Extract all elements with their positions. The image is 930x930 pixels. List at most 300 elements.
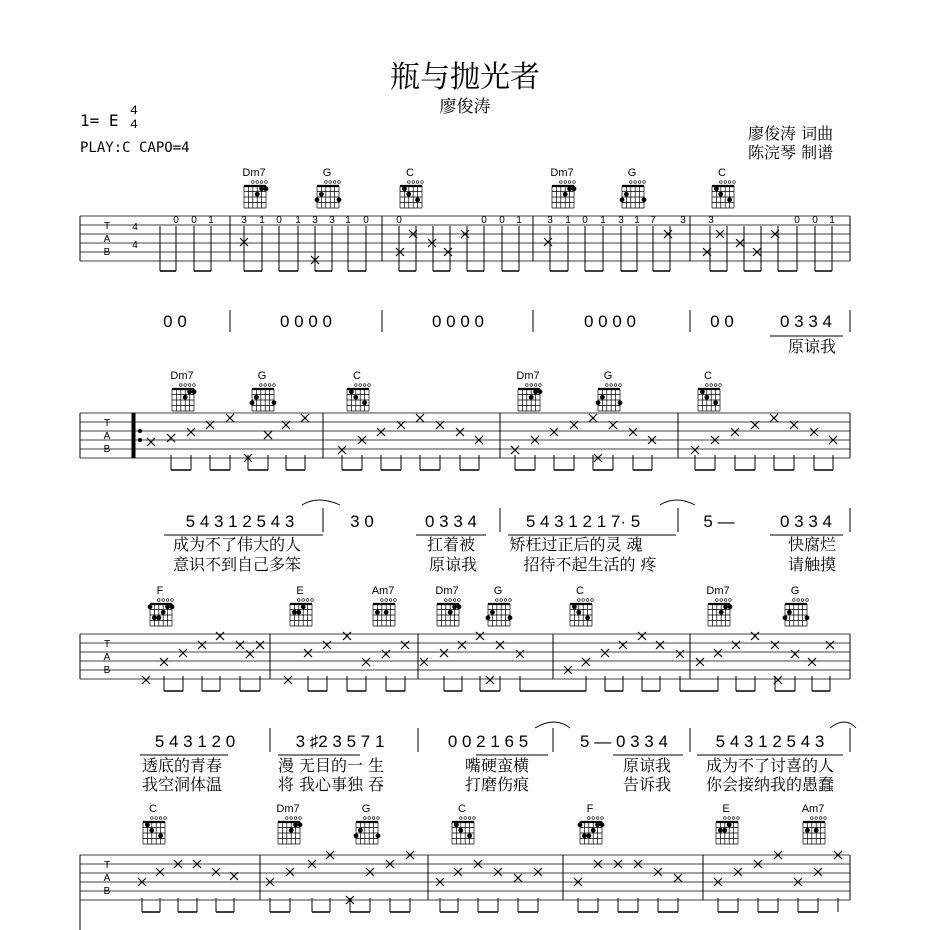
finger-dot [406, 192, 411, 197]
finger-dot [591, 828, 596, 833]
open-string-marker [534, 384, 537, 387]
open-string-marker [596, 817, 599, 820]
open-string-marker [473, 817, 476, 820]
finger-dot [149, 828, 154, 833]
chord-label: F [586, 803, 594, 815]
finger-dot [567, 186, 572, 191]
chord-label: G [627, 167, 637, 179]
song-artist: 廖俊涛 [439, 97, 491, 117]
finger-dot [467, 833, 472, 838]
tab-fret-number: 0 [582, 215, 588, 226]
open-string-marker [464, 817, 467, 820]
finger-dot [375, 610, 380, 615]
lyric-line-2: 我空洞体温 [141, 775, 223, 794]
finger-dot [713, 400, 718, 405]
open-string-marker [265, 181, 268, 184]
open-string-marker [302, 599, 305, 602]
tab-fret-number: 1 [259, 215, 265, 226]
open-string-marker [737, 817, 740, 820]
open-string-marker [719, 384, 722, 387]
finger-dot [148, 604, 153, 609]
open-string-marker [560, 181, 563, 184]
credit-transcriber: 陈浣琴 制谱 [748, 143, 834, 162]
finger-dot [458, 828, 463, 833]
finger-dot [165, 604, 170, 609]
finger-dot [354, 833, 359, 838]
tab-fret-number: 1 [345, 215, 351, 226]
open-string-marker [592, 817, 595, 820]
open-string-marker [630, 181, 633, 184]
chord-label: Dm7 [242, 167, 266, 179]
tab-fret-number: 0 [481, 215, 487, 226]
finger-dot [723, 604, 728, 609]
lyric-line-1: 成为不了讨喜的人 [705, 756, 835, 775]
numbered-notation: 0 3 3 4 [780, 512, 832, 531]
tab-clef-b: B [103, 886, 111, 897]
finger-dot [376, 833, 381, 838]
tab-fret-number: 0 [396, 215, 402, 226]
open-string-marker [421, 181, 424, 184]
open-string-marker [573, 181, 576, 184]
finger-dot [486, 615, 491, 620]
finger-dot [529, 395, 534, 400]
numbered-notation: 3 0 [350, 512, 374, 531]
numbered-notation: 0 3 3 4 [425, 512, 477, 531]
numbered-notation: 5 4 3 1 2 5 4 3 [185, 512, 295, 531]
open-string-marker [714, 384, 717, 387]
open-string-marker [408, 181, 411, 184]
tab-fret-number: 0 [276, 215, 282, 226]
finger-dot [457, 604, 462, 609]
open-string-marker [184, 384, 187, 387]
open-string-marker [385, 599, 388, 602]
finger-dot [192, 389, 197, 394]
open-string-marker [500, 599, 503, 602]
numbered-notation: 5 4 3 1 2 0 [154, 732, 236, 751]
finger-dot [170, 604, 175, 609]
open-string-marker [801, 599, 804, 602]
finger-dot [572, 604, 577, 609]
chord-label: E [722, 803, 730, 815]
open-string-marker [806, 599, 809, 602]
finger-dot [315, 197, 320, 202]
finger-dot [533, 389, 538, 394]
tab-fret-number: 1 [516, 215, 522, 226]
finger-dot [452, 604, 457, 609]
finger-dot [719, 610, 724, 615]
open-string-marker [496, 599, 499, 602]
open-string-marker [564, 181, 567, 184]
finger-dot [183, 395, 188, 400]
open-string-marker [724, 599, 727, 602]
finger-dot [289, 828, 294, 833]
tab-clef-b: B [103, 247, 111, 258]
open-string-marker [381, 599, 384, 602]
time-sig-bottom: 4 [130, 117, 138, 132]
tab-fret-number: 3 [241, 215, 247, 226]
lyric-line-1: 扛着被 [426, 535, 476, 554]
lyric-line-2: 招待不起生活的 疼 [523, 555, 657, 574]
open-string-marker [819, 817, 822, 820]
open-string-marker [509, 599, 512, 602]
tab-fret-number: 1 [208, 215, 214, 226]
open-string-marker [290, 817, 293, 820]
lyric-line-1: 原谅我 [622, 756, 672, 775]
finger-dot [415, 197, 420, 202]
open-string-marker [733, 181, 736, 184]
finger-dot [254, 395, 259, 400]
open-string-marker [299, 817, 302, 820]
open-string-marker [614, 384, 617, 387]
open-string-marker [720, 181, 723, 184]
open-string-marker [453, 599, 456, 602]
finger-dot [714, 186, 719, 191]
chord-label: C [576, 585, 584, 597]
finger-dot [718, 828, 723, 833]
tab-fret-number: 0 [173, 215, 179, 226]
open-string-marker [368, 384, 371, 387]
finger-dot [563, 192, 568, 197]
tie-arc [660, 500, 695, 505]
open-string-marker [824, 817, 827, 820]
tab-fret-number: 3 [708, 215, 714, 226]
open-string-marker [159, 817, 162, 820]
tab-fret-number: 0 [812, 215, 818, 226]
chord-label: Dm7 [706, 585, 730, 597]
open-string-marker [610, 384, 613, 387]
open-string-marker [355, 384, 358, 387]
open-string-marker [368, 817, 371, 820]
open-string-marker [586, 599, 589, 602]
lyric-line-2: 原谅我 [428, 555, 478, 574]
finger-dot [319, 192, 324, 197]
numbered-notation: 0 0 [163, 312, 187, 331]
capo-info: PLAY:C CAPO=4 [80, 140, 190, 156]
finger-dot [358, 828, 363, 833]
finger-dot [145, 822, 150, 827]
chord-label: G [361, 803, 371, 815]
finger-dot [362, 400, 367, 405]
open-string-marker [724, 181, 727, 184]
finger-dot [805, 828, 810, 833]
finger-dot [576, 610, 581, 615]
open-string-marker [706, 384, 709, 387]
finger-dot [353, 395, 358, 400]
lyric-line-1: 原谅我 [787, 337, 837, 356]
finger-dot [337, 197, 342, 202]
open-string-marker [412, 181, 415, 184]
chord-label: G [493, 585, 503, 597]
tab-clef-a: A [103, 652, 111, 663]
numbered-notation: 0 0 0 0 [280, 312, 332, 331]
open-string-marker [526, 384, 529, 387]
open-string-marker [151, 817, 154, 820]
open-string-marker [710, 384, 713, 387]
time-sig-tab: 4 [132, 240, 138, 251]
lyric-line-2: 打磨伤痕 [464, 775, 530, 794]
open-string-marker [333, 181, 336, 184]
finger-dot [490, 610, 495, 615]
time-sig-top: 4 [130, 103, 138, 118]
tab-fret-number: 7 [650, 215, 656, 226]
finger-dot [700, 389, 705, 394]
lyric-line-1: 漫 无目的一 生 [277, 756, 385, 775]
chord-label: Dm7 [170, 370, 194, 382]
open-string-marker [394, 599, 397, 602]
tab-fret-number: 0 [794, 215, 800, 226]
finger-dot [618, 400, 623, 405]
chord-label: C [406, 167, 414, 179]
lyric-line-2: 你会接纳我的愚蠢 [705, 775, 835, 794]
open-string-marker [606, 384, 609, 387]
open-string-marker [634, 181, 637, 184]
open-string-marker [504, 599, 507, 602]
finger-dot [250, 400, 255, 405]
chord-label: Dm7 [550, 167, 574, 179]
open-string-marker [264, 384, 267, 387]
tab-clef-t: T [103, 221, 111, 232]
finger-dot [787, 610, 792, 615]
song-title: 瓶与抛光者 [390, 60, 540, 95]
tab-fret-number: 1 [634, 215, 640, 226]
tab-clef-a: A [103, 431, 111, 442]
open-string-marker [193, 384, 196, 387]
open-string-marker [162, 599, 165, 602]
open-string-marker [260, 384, 263, 387]
open-string-marker [389, 599, 392, 602]
open-string-marker [273, 384, 276, 387]
finger-dot [349, 389, 354, 394]
open-string-marker [729, 599, 732, 602]
numbered-notation: 0 0 [710, 312, 734, 331]
finger-dot [187, 389, 192, 394]
finger-dot [600, 822, 605, 827]
chord-label: C [458, 803, 466, 815]
open-string-marker [306, 599, 309, 602]
open-string-marker [578, 599, 581, 602]
open-string-marker [793, 599, 796, 602]
open-string-marker [252, 181, 255, 184]
numbered-notation: 5 — [703, 512, 735, 531]
open-string-marker [720, 599, 723, 602]
open-string-marker [155, 817, 158, 820]
chord-label: F [156, 585, 164, 597]
chord-label: C [718, 167, 726, 179]
tie-arc [535, 722, 570, 728]
tab-clef-t: T [103, 418, 111, 429]
chord-label: Dm7 [435, 585, 459, 597]
open-string-marker [329, 181, 332, 184]
open-string-marker [377, 817, 380, 820]
key-signature: 1= E [80, 111, 119, 130]
finger-dot [156, 615, 161, 620]
finger-dot [600, 395, 605, 400]
open-string-marker [643, 181, 646, 184]
open-string-marker [298, 599, 301, 602]
open-string-marker [158, 599, 161, 602]
chord-label: C [149, 803, 157, 815]
tab-fret-number: 1 [829, 215, 835, 226]
open-string-marker [180, 384, 183, 387]
finger-dot [805, 615, 810, 620]
tab-fret-number: 1 [295, 215, 301, 226]
finger-dot [158, 833, 163, 838]
finger-dot [384, 610, 389, 615]
finger-dot [293, 822, 298, 827]
chord-label: G [257, 370, 267, 382]
finger-dot [259, 186, 264, 191]
open-string-marker [539, 384, 542, 387]
open-string-marker [166, 599, 169, 602]
tab-clef-b: B [103, 444, 111, 455]
open-string-marker [811, 817, 814, 820]
credit-lyrics-music: 廖俊涛 词曲 [748, 124, 834, 143]
open-string-marker [372, 817, 375, 820]
tab-fret-number: 3 [680, 215, 686, 226]
tab-clef-a: A [103, 873, 111, 884]
open-string-marker [460, 817, 463, 820]
tab-fret-number: 1 [565, 215, 571, 226]
numbered-notation: 0 0 2 1 6 5 [447, 732, 529, 751]
chord-label: C [353, 370, 361, 382]
numbered-notation: 5 4 3 1 2 5 4 3 [715, 732, 825, 751]
finger-dot [296, 610, 301, 615]
lyric-line-2: 告诉我 [622, 775, 672, 794]
open-string-marker [359, 384, 362, 387]
tab-fret-number: 0 [363, 215, 369, 226]
finger-dot [538, 389, 543, 394]
open-string-marker [268, 384, 271, 387]
chord-label: Am7 [371, 585, 395, 597]
finger-dot [454, 822, 459, 827]
chord-label: Dm7 [516, 370, 540, 382]
chord-label: Dm7 [276, 803, 300, 815]
open-string-marker [325, 181, 328, 184]
finger-dot [814, 828, 819, 833]
tab-clef-t: T [103, 860, 111, 871]
chord-label: G [790, 585, 800, 597]
tie-arc [302, 500, 340, 505]
open-string-marker [815, 817, 818, 820]
open-string-marker [449, 599, 452, 602]
open-string-marker [188, 384, 191, 387]
finger-dot [292, 610, 297, 615]
open-string-marker [728, 181, 731, 184]
tab-fret-number: 3 [618, 215, 624, 226]
finger-dot [718, 192, 723, 197]
open-string-marker [568, 181, 571, 184]
lyric-line-1: 快腐烂 [787, 535, 837, 554]
finger-dot [264, 186, 269, 191]
finger-dot [402, 186, 407, 191]
finger-dot [578, 822, 583, 827]
lyric-line-1: 矫枉过正后的灵 魂 [509, 535, 643, 554]
open-string-marker [732, 817, 735, 820]
finger-dot [595, 822, 600, 827]
finger-dot [161, 610, 166, 615]
open-string-marker [638, 181, 641, 184]
numbered-notation: 0 0 0 0 [432, 312, 484, 331]
tab-fret-number: 0 [499, 215, 505, 226]
open-string-marker [530, 384, 533, 387]
chord-label: Am7 [801, 803, 825, 815]
finger-dot [727, 822, 732, 827]
tab-fret-number: 3 [547, 215, 553, 226]
finger-dot [624, 192, 629, 197]
finger-dot [585, 615, 590, 620]
finger-dot [508, 615, 513, 620]
finger-dot [783, 615, 788, 620]
numbered-notation: 3 ♯2 3 5 7 1 [295, 732, 385, 751]
open-string-marker [311, 599, 314, 602]
chord-label: G [603, 370, 613, 382]
lyric-line-1: 成为不了伟大的人 [172, 535, 302, 554]
open-string-marker [601, 817, 604, 820]
chord-label: G [322, 167, 332, 179]
open-string-marker [256, 181, 259, 184]
finger-dot [255, 192, 260, 197]
chord-label: C [704, 370, 712, 382]
finger-dot [642, 197, 647, 202]
numbered-notation: 0 3 3 4 [780, 312, 832, 331]
repeat-dot [138, 438, 142, 442]
numbered-notation: 0 0 0 0 [584, 312, 636, 331]
finger-dot [301, 604, 306, 609]
open-string-marker [716, 599, 719, 602]
open-string-marker [171, 599, 174, 602]
numbered-notation: 5 — 0 3 3 4 [580, 732, 668, 751]
finger-dot [152, 615, 157, 620]
open-string-marker [728, 817, 731, 820]
open-string-marker [364, 817, 367, 820]
lyric-line-1: 嘴硬蛮横 [464, 756, 530, 775]
lyric-line-1: 透底的青春 [141, 756, 223, 775]
finger-dot [272, 400, 277, 405]
open-string-marker [724, 817, 727, 820]
finger-dot [722, 828, 727, 833]
tie-arc [830, 722, 856, 728]
tab-clef-t: T [103, 639, 111, 650]
finger-dot [596, 400, 601, 405]
tab-fret-number: 0 [191, 215, 197, 226]
finger-dot [582, 833, 587, 838]
numbered-notation: 5 4 3 1 2 1 7· 5 [525, 512, 641, 531]
open-string-marker [363, 384, 366, 387]
tab-clef-a: A [103, 234, 111, 245]
open-string-marker [164, 817, 167, 820]
finger-dot [586, 833, 591, 838]
open-string-marker [294, 817, 297, 820]
open-string-marker [582, 599, 585, 602]
open-string-marker [591, 599, 594, 602]
finger-dot [704, 395, 709, 400]
tab-clef-b: B [103, 665, 111, 676]
time-sig-tab: 4 [132, 222, 138, 233]
open-string-marker [588, 817, 591, 820]
chord-label: E [296, 585, 304, 597]
finger-dot [298, 822, 303, 827]
open-string-marker [445, 599, 448, 602]
finger-dot [727, 197, 732, 202]
open-string-marker [468, 817, 471, 820]
tab-fret-number: 3 [329, 215, 335, 226]
tab-fret-number: 1 [600, 215, 606, 226]
open-string-marker [619, 384, 622, 387]
open-string-marker [260, 181, 263, 184]
tab-fret-number: 3 [312, 215, 318, 226]
repeat-dot [138, 429, 142, 433]
open-string-marker [286, 817, 289, 820]
